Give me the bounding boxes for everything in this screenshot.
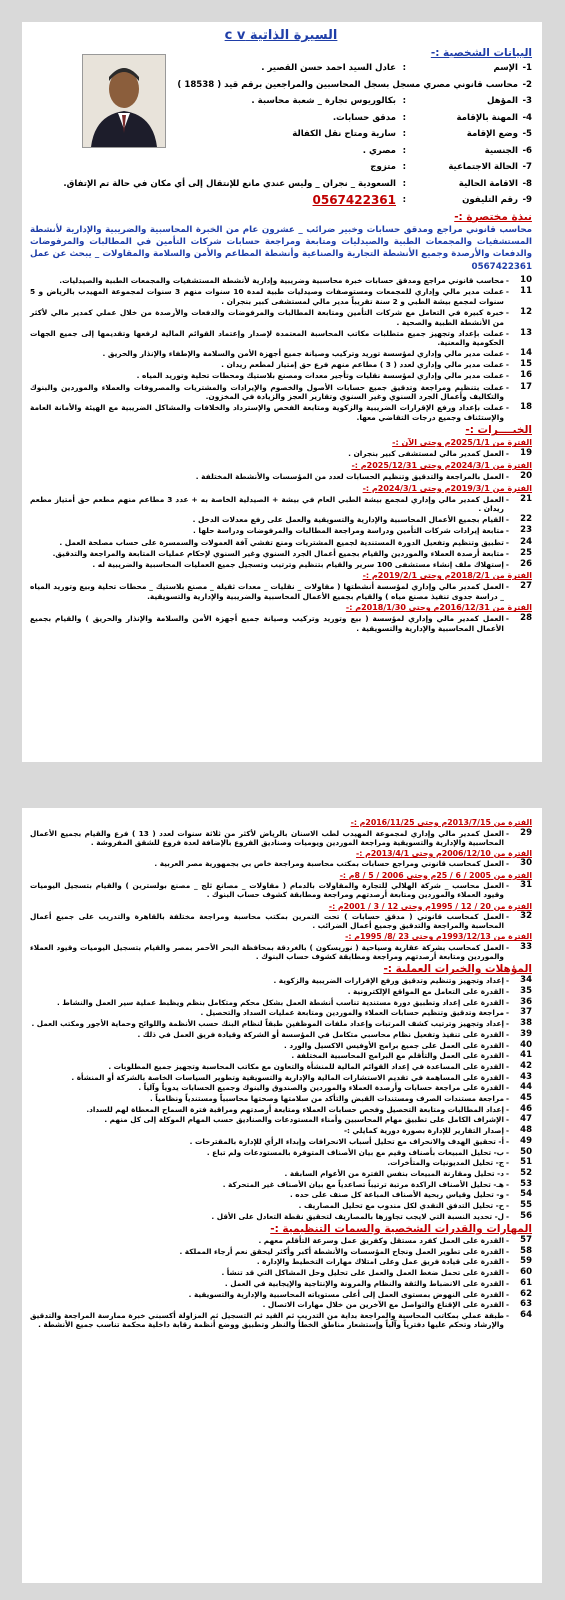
- period-items: [30, 829, 532, 847]
- item-dash: -: [505, 1136, 509, 1146]
- item-number: 46: [520, 1103, 532, 1114]
- period-items: [30, 472, 532, 482]
- item-text: عملت بإعداد ورفع الإقرارات الضريبية والزكوية ومتابعة الفحص والإسترداد والخلافات والمشاكل الضريبية مع الهيئة والأمانة العامة والإستئناف وجميع درجات التقاضي معها.: [30, 403, 504, 422]
- item-number: 39: [520, 1028, 532, 1039]
- personal-row-number: 5-: [522, 129, 532, 139]
- item-number: 18: [520, 402, 532, 413]
- item-dash: -: [505, 1179, 509, 1189]
- item-dash: -: [505, 1310, 509, 1320]
- item-number: 48: [520, 1125, 532, 1136]
- period-items: [30, 582, 532, 601]
- item-text: العمل كمدير مالي وإداري لمؤسسة ( بيع وتوريد وتركيب وصيانة جميع أجهزة الأمن والسلامة والإنذار والحريق ) والقيام بجميع الأعمال المحاسبية والإدارية والتسويقية .: [30, 614, 504, 634]
- item-number: 34: [520, 975, 532, 986]
- item-dash: -: [505, 382, 509, 392]
- item-dash: -: [505, 582, 509, 592]
- list-item: [30, 976, 532, 985]
- period-heading: الفترة من 2005 / 6 / 25م وحتى 2006 / 5 / 8م :-: [339, 870, 532, 880]
- personal-row-number: 8-: [522, 178, 532, 189]
- list-item: [30, 829, 532, 847]
- personal-row: [30, 159, 532, 176]
- list-item: [30, 560, 532, 570]
- list-item: [30, 287, 532, 306]
- item-number: 61: [520, 1277, 532, 1288]
- item-dash: -: [505, 1268, 509, 1278]
- list-item: [30, 1126, 532, 1135]
- item-number: 49: [520, 1135, 532, 1146]
- personal-row-number: 1-: [522, 63, 532, 73]
- personal-row-value: متزوج: [370, 162, 396, 172]
- list-item: [30, 495, 532, 514]
- item-text: القدرة على المساعدة في إعداد القوائم المالية للمنشأة والتعاون مع مكاتب المحاسبة وتجهيز جميع المطلوبات .: [108, 1061, 504, 1071]
- list-item: [30, 371, 532, 381]
- summary-heading: نبذة مختصرة :-: [454, 210, 532, 223]
- item-number: 19: [520, 448, 532, 459]
- list-item: [30, 1169, 532, 1178]
- personal-row-separator: :: [402, 145, 406, 156]
- item-number: 50: [520, 1146, 532, 1157]
- item-text: متابعة إيرادات شركات التأمين ودراسة ومراجعة المطالبات والمرفوضات ودراسة حلها .: [193, 526, 504, 536]
- item-number: 13: [520, 327, 532, 338]
- period-heading: الفترة من 2018/2/1م وحتى 2019/2/1م :-: [362, 571, 532, 581]
- item-dash: -: [505, 1072, 509, 1082]
- personal-row-key: رقم التليفون: [462, 195, 518, 205]
- personal-row-value: مدقق حسابات.: [332, 112, 396, 123]
- item-dash: -: [505, 328, 509, 338]
- item-number: 27: [520, 581, 532, 592]
- personal-row-key: الجنسية: [484, 145, 518, 156]
- list-item: [30, 1094, 532, 1103]
- item-text: و- تحليل وقياس ربحية الأصناف المباعة كل صنف على حده .: [290, 1190, 504, 1200]
- item-dash: -: [505, 1158, 509, 1168]
- list-item: [30, 912, 532, 930]
- personal-row-separator: :: [402, 195, 406, 205]
- personal-row-separator: :: [402, 63, 406, 73]
- item-text: إعداد وتجهيز وترتيب كشف المرتبات وإعداد ملفات الموظفين طبقاً لنظام البنك حسب الأنظمة واللوائح وحماية الأجور ومكتب العمل .: [31, 1019, 504, 1029]
- list-item: [30, 1115, 532, 1124]
- item-number: 63: [520, 1299, 532, 1310]
- personal-row-key: الحالة الاجتماعية: [448, 162, 518, 172]
- personal-row-number: 7-: [522, 162, 532, 172]
- personal-row-separator: :: [402, 112, 406, 123]
- period-heading: الفترة من 2019/3/1م وحتى 2024/3/1م :-: [362, 483, 532, 493]
- item-dash: -: [505, 1083, 509, 1093]
- list-item: [30, 582, 532, 601]
- item-text: القدرة على الإقناع والتواصل مع الآخرين من خلال مهارات الاتصال .: [262, 1300, 504, 1310]
- item-text: عملت بتنظيم ومراجعة وتدقيق جميع حسابات الأصول والخصوم والإيرادات والمشتريات والمصروفات والعملاء والموردين والبنوك والتكاليف وأعمال الجرد السنوي وغير السنوي وتقارير العجز والزيادة في المخزون.: [30, 382, 504, 402]
- item-number: 29: [520, 827, 532, 838]
- personal-row-separator: :: [402, 178, 406, 189]
- item-text: القدرة على العمل والتأقلم مع البرامج المحاسبية المختلفة .: [291, 1051, 504, 1061]
- item-dash: -: [505, 1061, 509, 1071]
- personal-row-value: السعودية _ نجران _ وليس عندي مانع للإنتقال إلى أي مكان في حالة تم الإتفاق.: [63, 178, 396, 189]
- item-text: عملت بإعداد وتجهيز جميع متطلبات مكاتب المحاسبة المعتمدة لإصدار وإعتماد القوائم المالية لرفعها وتقديمها إلى جميع الجهات الحكومية والمعنية.: [30, 328, 504, 348]
- item-dash: -: [505, 403, 509, 413]
- item-dash: -: [505, 1300, 509, 1310]
- list-item: [30, 349, 532, 359]
- item-text: تطبيق وتنظيم وتفعيل الدورة المستندية لجميع المشتريات ومنع تفشي آفة العمولات والسمسرة على حساب مصلحة العمل .: [59, 537, 504, 547]
- list-item: [30, 472, 532, 482]
- list-item: [30, 881, 532, 899]
- item-dash: -: [505, 1040, 509, 1050]
- list-item: [30, 1041, 532, 1050]
- item-number: 17: [520, 381, 532, 392]
- period-items: [30, 614, 532, 633]
- item-dash: -: [505, 912, 509, 922]
- item-text: متابعة أرصدة العملاء والموردين والقيام بجميع أعمال الجرد السنوي وغير السنوي لإحكام عمليات المتابعة والمراجعة والتدقيق.: [52, 548, 504, 558]
- item-number: 15: [520, 359, 532, 370]
- item-number: 64: [520, 1309, 532, 1320]
- list-item: [30, 1290, 532, 1299]
- item-number: 11: [520, 286, 532, 297]
- item-number: 33: [520, 941, 532, 952]
- item-number: 43: [520, 1071, 532, 1082]
- item-text: إستهلاك ملف إنشاء مستشفى 100 سرير والقيام بتنظيم وترتيب وتسجيل جميع العمليات المحاسبية والضريبية له .: [92, 559, 504, 569]
- person-photo-icon: [83, 55, 165, 147]
- list-item: [30, 943, 532, 961]
- item-number: 52: [520, 1167, 532, 1178]
- item-text: القدرة على المساهمة في تقديم الاستشارات المالية والإدارية والتسويقية وتطوير السياسات الخاصة بالشركة أو المنشأة .: [71, 1072, 504, 1082]
- item-dash: -: [505, 1008, 509, 1018]
- period-heading: الفترة من 2025/1/1م وحتى الآن :-: [392, 438, 532, 448]
- personal-row-key: وضع الإقامة: [466, 129, 518, 139]
- item-dash: -: [505, 614, 509, 624]
- item-text: إعداد المطالبات ومتابعة التحصيل وفحص حسابات العملاء ومتابعة أرصدتهم ومراقبة فترة السماح المعطاة لهم للسداد.: [86, 1104, 504, 1114]
- item-text: العمل كمدير مالي لمستشفى كبير بنجران .: [348, 449, 504, 459]
- item-number: 40: [520, 1039, 532, 1050]
- item-dash: -: [505, 828, 509, 838]
- cv-page-2: [22, 808, 542, 1583]
- item-number: 25: [520, 547, 532, 558]
- item-dash: -: [505, 1257, 509, 1267]
- personal-row-separator: :: [402, 162, 406, 172]
- abilities-list: [30, 1236, 532, 1329]
- item-number: 58: [520, 1245, 532, 1256]
- list-item: [30, 1180, 532, 1189]
- item-number: 59: [520, 1256, 532, 1267]
- item-dash: -: [505, 526, 509, 536]
- personal-row-number: 2-: [522, 79, 532, 90]
- item-number: 35: [520, 986, 532, 997]
- item-dash: -: [505, 287, 509, 297]
- item-number: 55: [520, 1200, 532, 1211]
- list-item: [30, 403, 532, 422]
- period-heading: الفترة من 2013/7/15م وحتى 2016/11/25م :-: [350, 818, 532, 827]
- item-dash: -: [505, 371, 509, 381]
- experience-list-continued: [30, 818, 532, 961]
- personal-row-value: عادل السيد احمد حسن القصير .: [261, 63, 396, 73]
- personal-row-separator: :: [402, 129, 406, 139]
- abilities-heading: المهارات والقدرات الشخصية والسمات التنظيمية :-: [270, 1223, 532, 1235]
- item-text: خبرة كبيرة في التعامل مع شركات التأمين ومتابعة المطالبات والمرفوضات والدفعات والأرصدة من خلال عملي كمدير مالي لأكثر من الأنشطة الطبية والصحية .: [30, 307, 504, 327]
- item-number: 44: [520, 1082, 532, 1093]
- item-number: 10: [520, 275, 532, 286]
- item-number: 36: [520, 996, 532, 1007]
- personal-row-value: مصري .: [362, 145, 396, 156]
- item-number: 31: [520, 880, 532, 891]
- item-dash: -: [505, 976, 509, 986]
- list-item: [30, 1062, 532, 1071]
- item-number: 26: [520, 558, 532, 569]
- period-items: [30, 859, 532, 868]
- item-number: 37: [520, 1007, 532, 1018]
- item-text: ج- تحليل المديونيات والمتأخرات.: [387, 1158, 504, 1168]
- item-text: عملت مدير مالي وإداري للمجمعات ومستوصفات وصيدليات طبية لمدة 10 سنوات منهم 3 سنوات لمجموعة المهيدب بالرياض و 5 سنوات لمجمع بيشة الطبي و 2 سنة تقريباً مدير مالي لمستشفى كبير بنجران .: [30, 287, 504, 306]
- item-text: عملت مدير مالي وإداري لمؤسسة توريد وتركيب وصيانة جميع أجهزة الأمن والسلامة والإطفاء والإنذار والحريق .: [102, 349, 504, 359]
- item-dash: -: [505, 494, 509, 504]
- item-dash: -: [505, 1168, 509, 1178]
- list-item: [30, 1148, 532, 1157]
- item-number: 12: [520, 306, 532, 317]
- item-dash: -: [505, 360, 509, 370]
- list-item: [30, 526, 532, 536]
- item-text: العمل كمحاسب بشركة عقارية وسياحية ( نوريسكون ) بالغردقة بمحافظة البحر الأحمر بمصر والقيام بتسجيل اليوميات وقيود العملاء والموردين ومتابعة أرصدتهم ومراجعة ومطابقة كشوف حساب البنوك .: [30, 942, 504, 962]
- period-heading: الفترة من 2024/3/1م وحتى 2025/12/31م :-: [351, 461, 532, 471]
- item-text: القدرة على قيادة فريق عمل وعلى امتلاك مهارات التخطيط والإدارة .: [256, 1257, 504, 1267]
- list-item: [30, 383, 532, 402]
- item-dash: -: [505, 276, 509, 286]
- list-item: [30, 538, 532, 548]
- item-text: عملت مدير مالي وإداري لمؤسسة نقليات وتأجير معدات ومصنع بلاستيك ومحطات تحلية وتوريد المياه .: [136, 371, 504, 381]
- list-item: [30, 1137, 532, 1146]
- item-dash: -: [505, 881, 509, 891]
- list-item: [30, 987, 532, 996]
- list-item: [30, 1051, 532, 1060]
- item-text: القدرة على العمل على جميع برامج الأوفيس الاكسيل والورد .: [284, 1040, 504, 1050]
- list-item: [30, 1257, 532, 1266]
- list-item: [30, 1019, 532, 1028]
- item-text: العمل كمحاسب قانوني ومراجع حسابات بمكتب محاسبة ومراجعة خاص بي بجمهورية مصر العربية .: [154, 859, 504, 869]
- item-text: إعداد وتجهيز وتنظيم وتدقيق ورفع الإقرارات الضريبية والزكوية .: [273, 976, 504, 986]
- item-dash: -: [505, 1211, 509, 1221]
- item-dash: -: [505, 1190, 509, 1200]
- list-item: [30, 1105, 532, 1114]
- item-dash: -: [505, 1126, 509, 1136]
- item-dash: -: [505, 537, 509, 547]
- item-dash: -: [505, 1278, 509, 1288]
- item-text: د- تحليل ومقارنة المبيعات بنفس الفترة من الأعوام السابقة .: [284, 1168, 504, 1178]
- list-item: [30, 549, 532, 559]
- period-items: [30, 495, 532, 570]
- item-text: العمل كمدير مالي وإداري لمجمع بيشة الطبي العام في بيشة + الصيدلية الخاصة به + عدد 3 مطاعم منهم مطعم حق أمتياز مطعم ريدان .: [30, 494, 504, 514]
- item-dash: -: [505, 1094, 509, 1104]
- item-text: العمل كمحاسب قانوني ( مدقق حسابات ) تحت التمرين بمكتب محاسبة ومراجعة مختلفة بالقاهرة والتدريب على جميع أعمال المحاسبة والمراجعة والتدقيق وجميع أعمال الضرائب .: [30, 912, 504, 931]
- item-number: 47: [520, 1114, 532, 1125]
- item-text: القدرة على التعامل مع المواقع الإلكترونية .: [347, 987, 504, 997]
- item-number: 54: [520, 1189, 532, 1200]
- item-text: القدرة على العمل كفرد مستقل وكفريق عمل وسرعة التأقلم معهم .: [258, 1236, 504, 1245]
- item-dash: -: [505, 1147, 509, 1157]
- item-text: ل- تحديد النسبة التي لايجب تجاوزها بالمصاريف لتحقيق نقطة التعادل على الأقل .: [211, 1211, 504, 1221]
- skills-heading: المؤهلات والخبرات العملية :-: [383, 963, 532, 976]
- item-number: 20: [520, 471, 532, 482]
- item-number: 28: [520, 613, 532, 624]
- list-item: [30, 360, 532, 370]
- list-item: [30, 859, 532, 868]
- list-item: [30, 329, 532, 348]
- item-number: 53: [520, 1178, 532, 1189]
- item-number: 32: [520, 911, 532, 922]
- profile-photo: [82, 54, 166, 148]
- list-item: [30, 1300, 532, 1309]
- item-number: 24: [520, 536, 532, 547]
- period-items: [30, 912, 532, 930]
- item-number: 14: [520, 348, 532, 359]
- item-text: محاسب قانوني مراجع ومدقق حسابات خبرة محاسبية وضريبية وإدارية لأنشطة المستشفيات والمجمعات الطبية والصيدليات.: [59, 276, 504, 286]
- list-item: [30, 1073, 532, 1082]
- item-text: القدرة على تنفيذ وتفعيل نظام محاسبي متكامل في المؤسسة أو الشركة وقيادة فريق العمل في ذلك .: [137, 1029, 504, 1039]
- item-number: 62: [520, 1288, 532, 1299]
- item-text: ح- تحليل التدفق النقدي لكل مندوب مع تحليل المصاريف .: [298, 1201, 504, 1211]
- item-dash: -: [505, 1104, 509, 1114]
- list-item: [30, 614, 532, 633]
- item-number: 51: [520, 1157, 532, 1168]
- period-heading: الفترة من 1993/12/13م وحتى 23 /8/ 1995م :-: [345, 932, 532, 942]
- summary-text: محاسب قانوني مراجع ومدقق حسابات وخبير ضرائب _ عشرون عام من الخبرة المحاسبية والضريبية والإدارية لأنشطة المستشفيات والمجمعات الطبية والصيدليات ومتابعة ومراجعة حسابات شركات التأمين في المطالبات والمرفوضات والدفعات والأرصدة وجميع الأنشطة التجارية والصناعية وأنشطة المطاعم والأمن والسلامة والمقاولات _ يبحث عن عمل 0567422361: [30, 224, 532, 272]
- list-item: [30, 1279, 532, 1288]
- cv-page-1: [22, 22, 542, 762]
- item-text: العمل محاسب _ شركة الهلالي للتجارة والمقاولات بالدمام ( مقاولات _ مصانع ثلج _ مصنع بولسترين ) والقيام بتسجيل اليوميات وقيود العملاء والموردين ومتابعة أرصدتهم ومراجعة ومطابقة كشوف حساب البنوك .: [30, 881, 504, 900]
- item-dash: -: [505, 1201, 509, 1211]
- item-text: إصدار التقارير للإدارة بصورة دورية كمايلي :-: [343, 1126, 504, 1136]
- item-dash: -: [505, 942, 509, 952]
- list-item: [30, 1247, 532, 1256]
- personal-row: [30, 192, 532, 209]
- item-text: القيام بجميع الأعمال المحاسبية والإدارية والتسويقية والعمل على رفع معدلات الدخل .: [192, 515, 504, 525]
- personal-row-key: الاقامة الحالية: [458, 178, 518, 189]
- item-dash: -: [505, 987, 509, 997]
- list-item: [30, 449, 532, 459]
- list-item: [30, 1311, 532, 1329]
- personal-row-separator: :: [402, 96, 406, 106]
- item-number: 16: [520, 370, 532, 381]
- period-items: [30, 881, 532, 899]
- item-dash: -: [505, 449, 509, 459]
- personal-row-key: محاسب قانوني مصري مسجل بسجل المحاسبين والمراجعين برقم قيد ( 18538 ): [177, 79, 518, 90]
- item-dash: -: [505, 1289, 509, 1299]
- personal-row-value: بكالوريوس تجارة _ شعبة محاسبة .: [251, 96, 396, 106]
- personal-row-number: 4-: [522, 112, 532, 123]
- item-number: 38: [520, 1018, 532, 1029]
- item-number: 41: [520, 1050, 532, 1061]
- list-item: [30, 1201, 532, 1210]
- period-heading: الفترة من 2016/12/31م وحتى 2018/1/30م :-: [345, 603, 532, 613]
- item-text: طبقة عملي بمكاتب المحاسبة والمراجعة بداية من التدريب ثم القيد ثم التسجيل ثم المزاولة أكسبني خبرة ممارسة المراجعة والتدقيق والإرشاد وتحكم عليها دفترياً وآلياً وإستشعار مناطق الخطأ والنظر وتطبيق ووضع أنظمة رقابة داخلية محكمة تناسب جميع الأنشطة .: [30, 1310, 504, 1330]
- experience-list: [30, 438, 532, 633]
- item-text: الإشراف الكامل على تطبيق مهام المحاسبين وأمناء المستودعات والصناديق حسب المهام الموكلة إلى كل منهم .: [104, 1115, 504, 1125]
- item-number: 21: [520, 493, 532, 504]
- personal-row-value: سارية ومتاح نقل الكفالة: [292, 129, 396, 139]
- item-dash: -: [505, 1246, 509, 1256]
- item-dash: -: [505, 1236, 509, 1245]
- item-text: أ- تحقيق الهدف والانحراف مع تحليل أسباب الانحرافات وإبداء الرأي للإدارة بالمقترحات .: [189, 1136, 504, 1146]
- item-dash: -: [505, 548, 509, 558]
- personal-row-key: المهنة بالإقامة: [456, 112, 518, 123]
- list-item: [30, 1236, 532, 1245]
- period-items: [30, 943, 532, 961]
- item-dash: -: [505, 307, 509, 317]
- personal-row: [30, 176, 532, 193]
- item-dash: -: [505, 472, 509, 482]
- item-number: 57: [520, 1235, 532, 1245]
- list-item: [30, 1190, 532, 1199]
- highlights-list: [30, 276, 532, 422]
- item-text: القدرة على إعداد وتطبيق دورة مستندية تناسب أنشطة العمل بشكل محكم ومتكامل بنظم ويظبط عملية سير العمل والنشاط .: [57, 997, 504, 1007]
- list-item: [30, 515, 532, 525]
- item-number: 30: [520, 858, 532, 869]
- list-item: [30, 1158, 532, 1167]
- item-dash: -: [505, 859, 509, 869]
- item-number: 23: [520, 525, 532, 536]
- item-number: 60: [520, 1267, 532, 1278]
- item-text: مراجعة وتدقيق وتنظيم حسابات العملاء والموردين ومتابعة عمليات السداد والتحصيل .: [200, 1008, 504, 1018]
- item-text: العمل بالمراجعة والتدقيق وتنظيم الحسابات لعدد من المؤسسات والأنشطة المختلفة .: [195, 472, 504, 482]
- list-item: [30, 276, 532, 286]
- skills-list: [30, 976, 532, 1221]
- item-text: القدرة على النهوض بمستوى العمل إلى أعلى مستوياته المحاسبية والإدارية والتسويقية .: [188, 1289, 504, 1299]
- list-item: [30, 1083, 532, 1092]
- item-dash: -: [505, 349, 509, 359]
- item-dash: -: [505, 1019, 509, 1029]
- item-text: القدرة على تحمل ضغط العمل والعمل على تحليل وحل المشاكل التي قد تنشأ .: [221, 1268, 504, 1278]
- item-number: 56: [520, 1210, 532, 1221]
- personal-row-number: 9-: [522, 195, 532, 205]
- period-heading: الفترة من 2006/12/10م وحتى 2013/4/1م :-: [356, 848, 532, 858]
- list-item: [30, 1212, 532, 1221]
- item-dash: -: [505, 997, 509, 1007]
- item-text: عملت مدير مالي وإداري لعدد ( 3 ) مطاعم منهم فرع حق إمتياز لمطعم ريدان .: [221, 360, 504, 370]
- item-text: القدرة على مراجعة حسابات وأرصدة العملاء والموردين والصندوق والبنوك وجميع الحسابات يدوياً وآلياً .: [138, 1083, 504, 1093]
- list-item: [30, 308, 532, 327]
- list-item: [30, 1268, 532, 1277]
- item-text: العمل كمدير مالي وإداري لمجموعة المهيدب لطب الاسنان بالرياض لأكثر من ثلاثة سنوات لعدد ( 13 ) فرع والقيام بجميع الأعمال المحاسبية والإدارية والتسويقية ومراجعة الموردين ويوميات وصناديق الفروع بالإضافة لعدة فروع للشقق المفروشة .: [30, 828, 504, 847]
- item-text: القدرة على تطوير العمل ونجاح المؤسسات والأنشطة أكبر وأكثر ليحقق نعم أرجاء المملكة .: [179, 1246, 504, 1256]
- experience-heading: الخبــــرات :-: [465, 424, 532, 437]
- list-item: [30, 1030, 532, 1039]
- item-text: هـ- تحليل الأصناف الراكدة مرتبة ترتيباً تصاعدياً مع بيان الأصناف غير المتحركة .: [222, 1179, 504, 1189]
- phone-number: 0567422361: [312, 193, 396, 207]
- item-number: 45: [520, 1093, 532, 1104]
- item-text: القدرة على الانضباط والثقة والنظام والمرونة والإنتاجية والإيجابية في العمل .: [224, 1278, 504, 1288]
- item-dash: -: [505, 1029, 509, 1039]
- personal-row-number: 3-: [522, 96, 532, 106]
- period-items: [30, 449, 532, 459]
- item-text: ب- تحليل المبيعات بأصناف وقيم مع بيان الأصناف المتوفرة بالمستودعات ولم تباع .: [206, 1147, 504, 1157]
- item-dash: -: [505, 1115, 509, 1125]
- personal-heading: البيانات الشخصية :-: [430, 47, 532, 59]
- item-dash: -: [505, 1051, 509, 1061]
- item-number: 22: [520, 514, 532, 525]
- item-number: 42: [520, 1060, 532, 1071]
- personal-row-number: 6-: [522, 145, 532, 156]
- page-title: السيرة الذاتية c v: [224, 28, 338, 43]
- list-item: [30, 998, 532, 1007]
- item-dash: -: [505, 515, 509, 525]
- period-heading: الفترة من 20 / 12 / 1995م وحتى 12 / 3 / 2001م :-: [328, 901, 532, 911]
- personal-row-key: الإسم: [493, 63, 518, 73]
- item-text: العمل كمدير مالي وإداري لمؤسسة أنشطتها ( مقاولات _ نقليات _ معدات ثقيلة _ مصنع بلاستيك _ محطات تحلية وبيع وتوريد المياه _ دراسة جدوى تنفيذ مصنع مياه ) والقيام بجميع الأعمال المحاسبية والضريبية والإدارية والتسويقية.: [30, 582, 504, 601]
- personal-row-key: المؤهل: [487, 96, 518, 106]
- item-dash: -: [505, 559, 509, 569]
- item-text: مراجعة مستندات الصرف ومستندات القبض والتأكد من سلامتها وصحتها محاسبياً ومستندياً ونظامياً .: [149, 1094, 504, 1104]
- list-item: [30, 1008, 532, 1017]
